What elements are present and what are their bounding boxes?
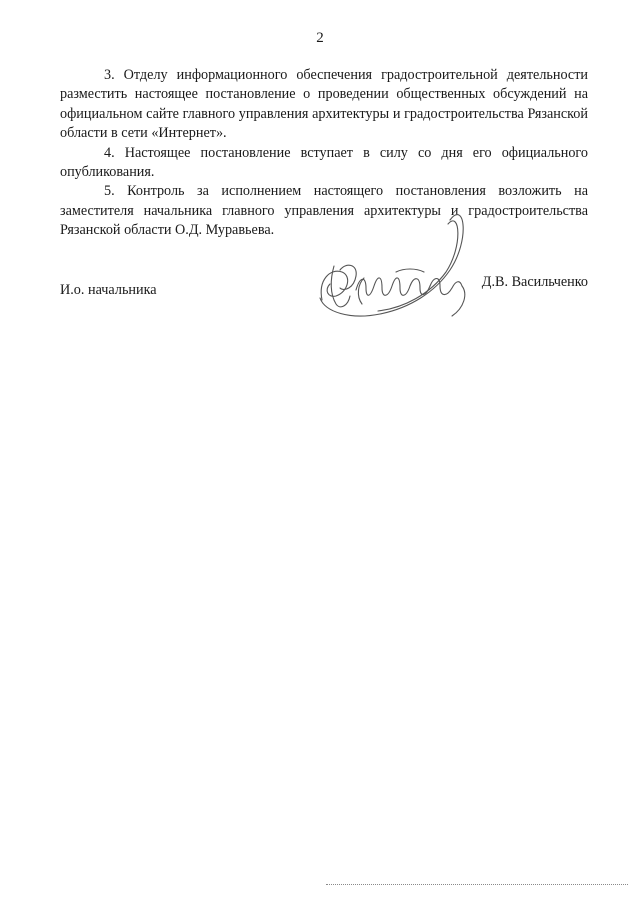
page-number: 2 <box>316 30 324 46</box>
footer-divider <box>326 884 628 885</box>
signer-title: И.о. начальника <box>60 282 157 298</box>
paragraph-3: 3. Отделу информационного обеспечения градостроительной деятельности разместить настоящее постановление о проведении общественных обсуждений на официальном сайте главного управления архитектуры и градостроительства Рязанской области в сети «Интернет». <box>60 67 588 142</box>
paragraph-5: 5. Контроль за исполнением настоящего постановления возложить на заместителя начальника главного управления архитектуры и градостроительства Рязанской области О.Д. Муравьева. <box>60 183 588 239</box>
paragraph-4: 4. Настоящее постановление вступает в силу со дня его официального опубликования. <box>60 144 588 181</box>
signer-name: Д.В. Васильченко <box>481 274 588 290</box>
handwritten-signature-icon <box>300 180 490 340</box>
signature-block <box>60 274 588 304</box>
